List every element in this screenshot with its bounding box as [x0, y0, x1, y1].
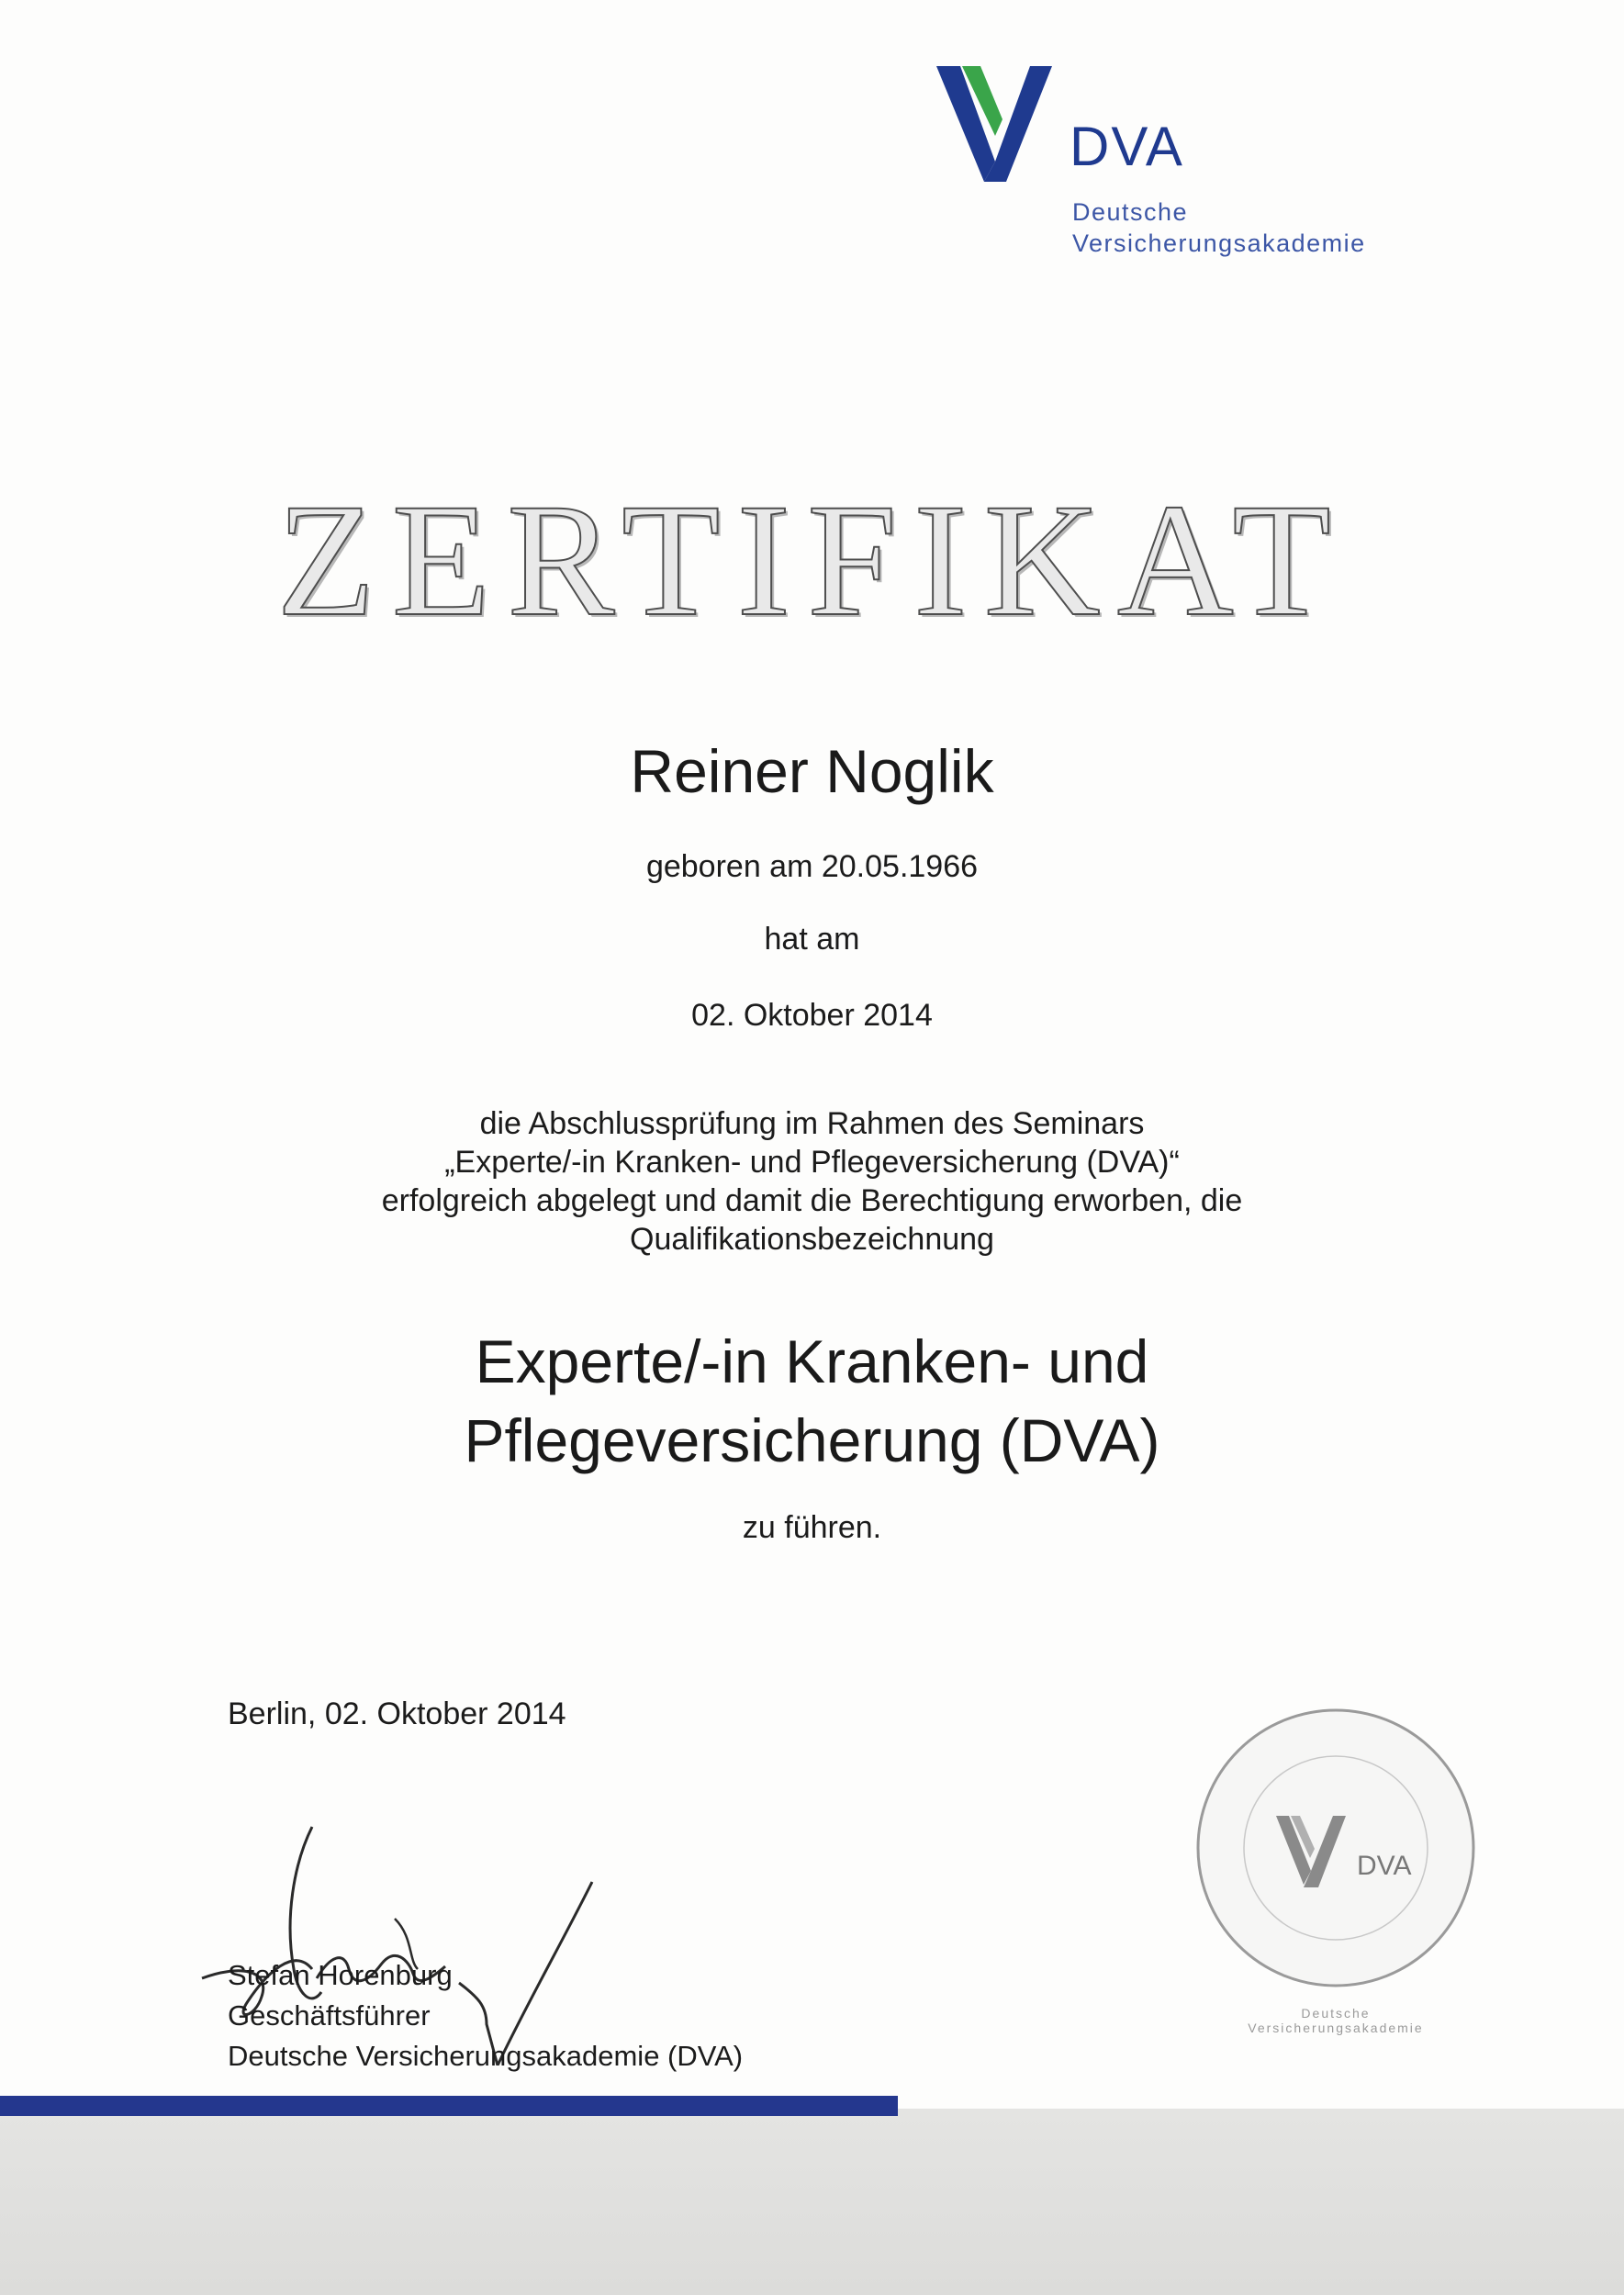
seal-ring-text: Deutsche Versicherungsakademie	[1248, 2006, 1424, 2035]
hat-am-text: hat am	[764, 922, 860, 957]
recipient-name: Reiner Noglik	[630, 737, 994, 805]
description-line: erfolgreich abgelegt und damit die Berechtigung erworben, die	[381, 1183, 1243, 1218]
description-line: die Abschlussprüfung im Rahmen des Seminars	[479, 1106, 1145, 1141]
logo-subtitle-line: Versicherungsakademie	[1072, 230, 1366, 257]
exam-description	[0, 1104, 1624, 1259]
dva-logo-icon	[935, 62, 1054, 182]
description-line: Qualifikationsbezeichnung	[630, 1222, 994, 1257]
certificate-title: ZERTIFIKAT	[276, 471, 1348, 650]
embossed-seal	[1193, 1706, 1478, 1990]
signatory-role: Geschäftsführer	[228, 1999, 431, 2032]
birth-date-line: geboren am 20.05.1966	[645, 849, 979, 884]
signatory-name: Stefan Horenburg	[228, 1959, 453, 1991]
closing-text: zu führen.	[742, 1510, 882, 1545]
signatory-block	[228, 1955, 743, 2077]
logo-subtitle	[1072, 196, 1366, 259]
place-date: Berlin, 02. Oktober 2014	[228, 1696, 566, 1731]
description-line: „Experte/-in Kranken- und Pflegeversicherung (DVA)“	[444, 1145, 1180, 1180]
seal-center-text: DVA	[1357, 1851, 1412, 1881]
qualification-line: Experte/-in Kranken- und	[475, 1327, 1149, 1395]
footer-band	[0, 2109, 1624, 2295]
qualification-title	[0, 1322, 1624, 1480]
signatory-organization: Deutsche Versicherungsakademie (DVA)	[228, 2040, 744, 2072]
footer-accent-stripe	[0, 2096, 898, 2116]
logo-subtitle-line: Deutsche	[1072, 198, 1189, 226]
logo-name: DVA	[1070, 116, 1184, 177]
qualification-line: Pflegeversicherung (DVA)	[464, 1406, 1160, 1474]
exam-date: 02. Oktober 2014	[691, 998, 933, 1033]
